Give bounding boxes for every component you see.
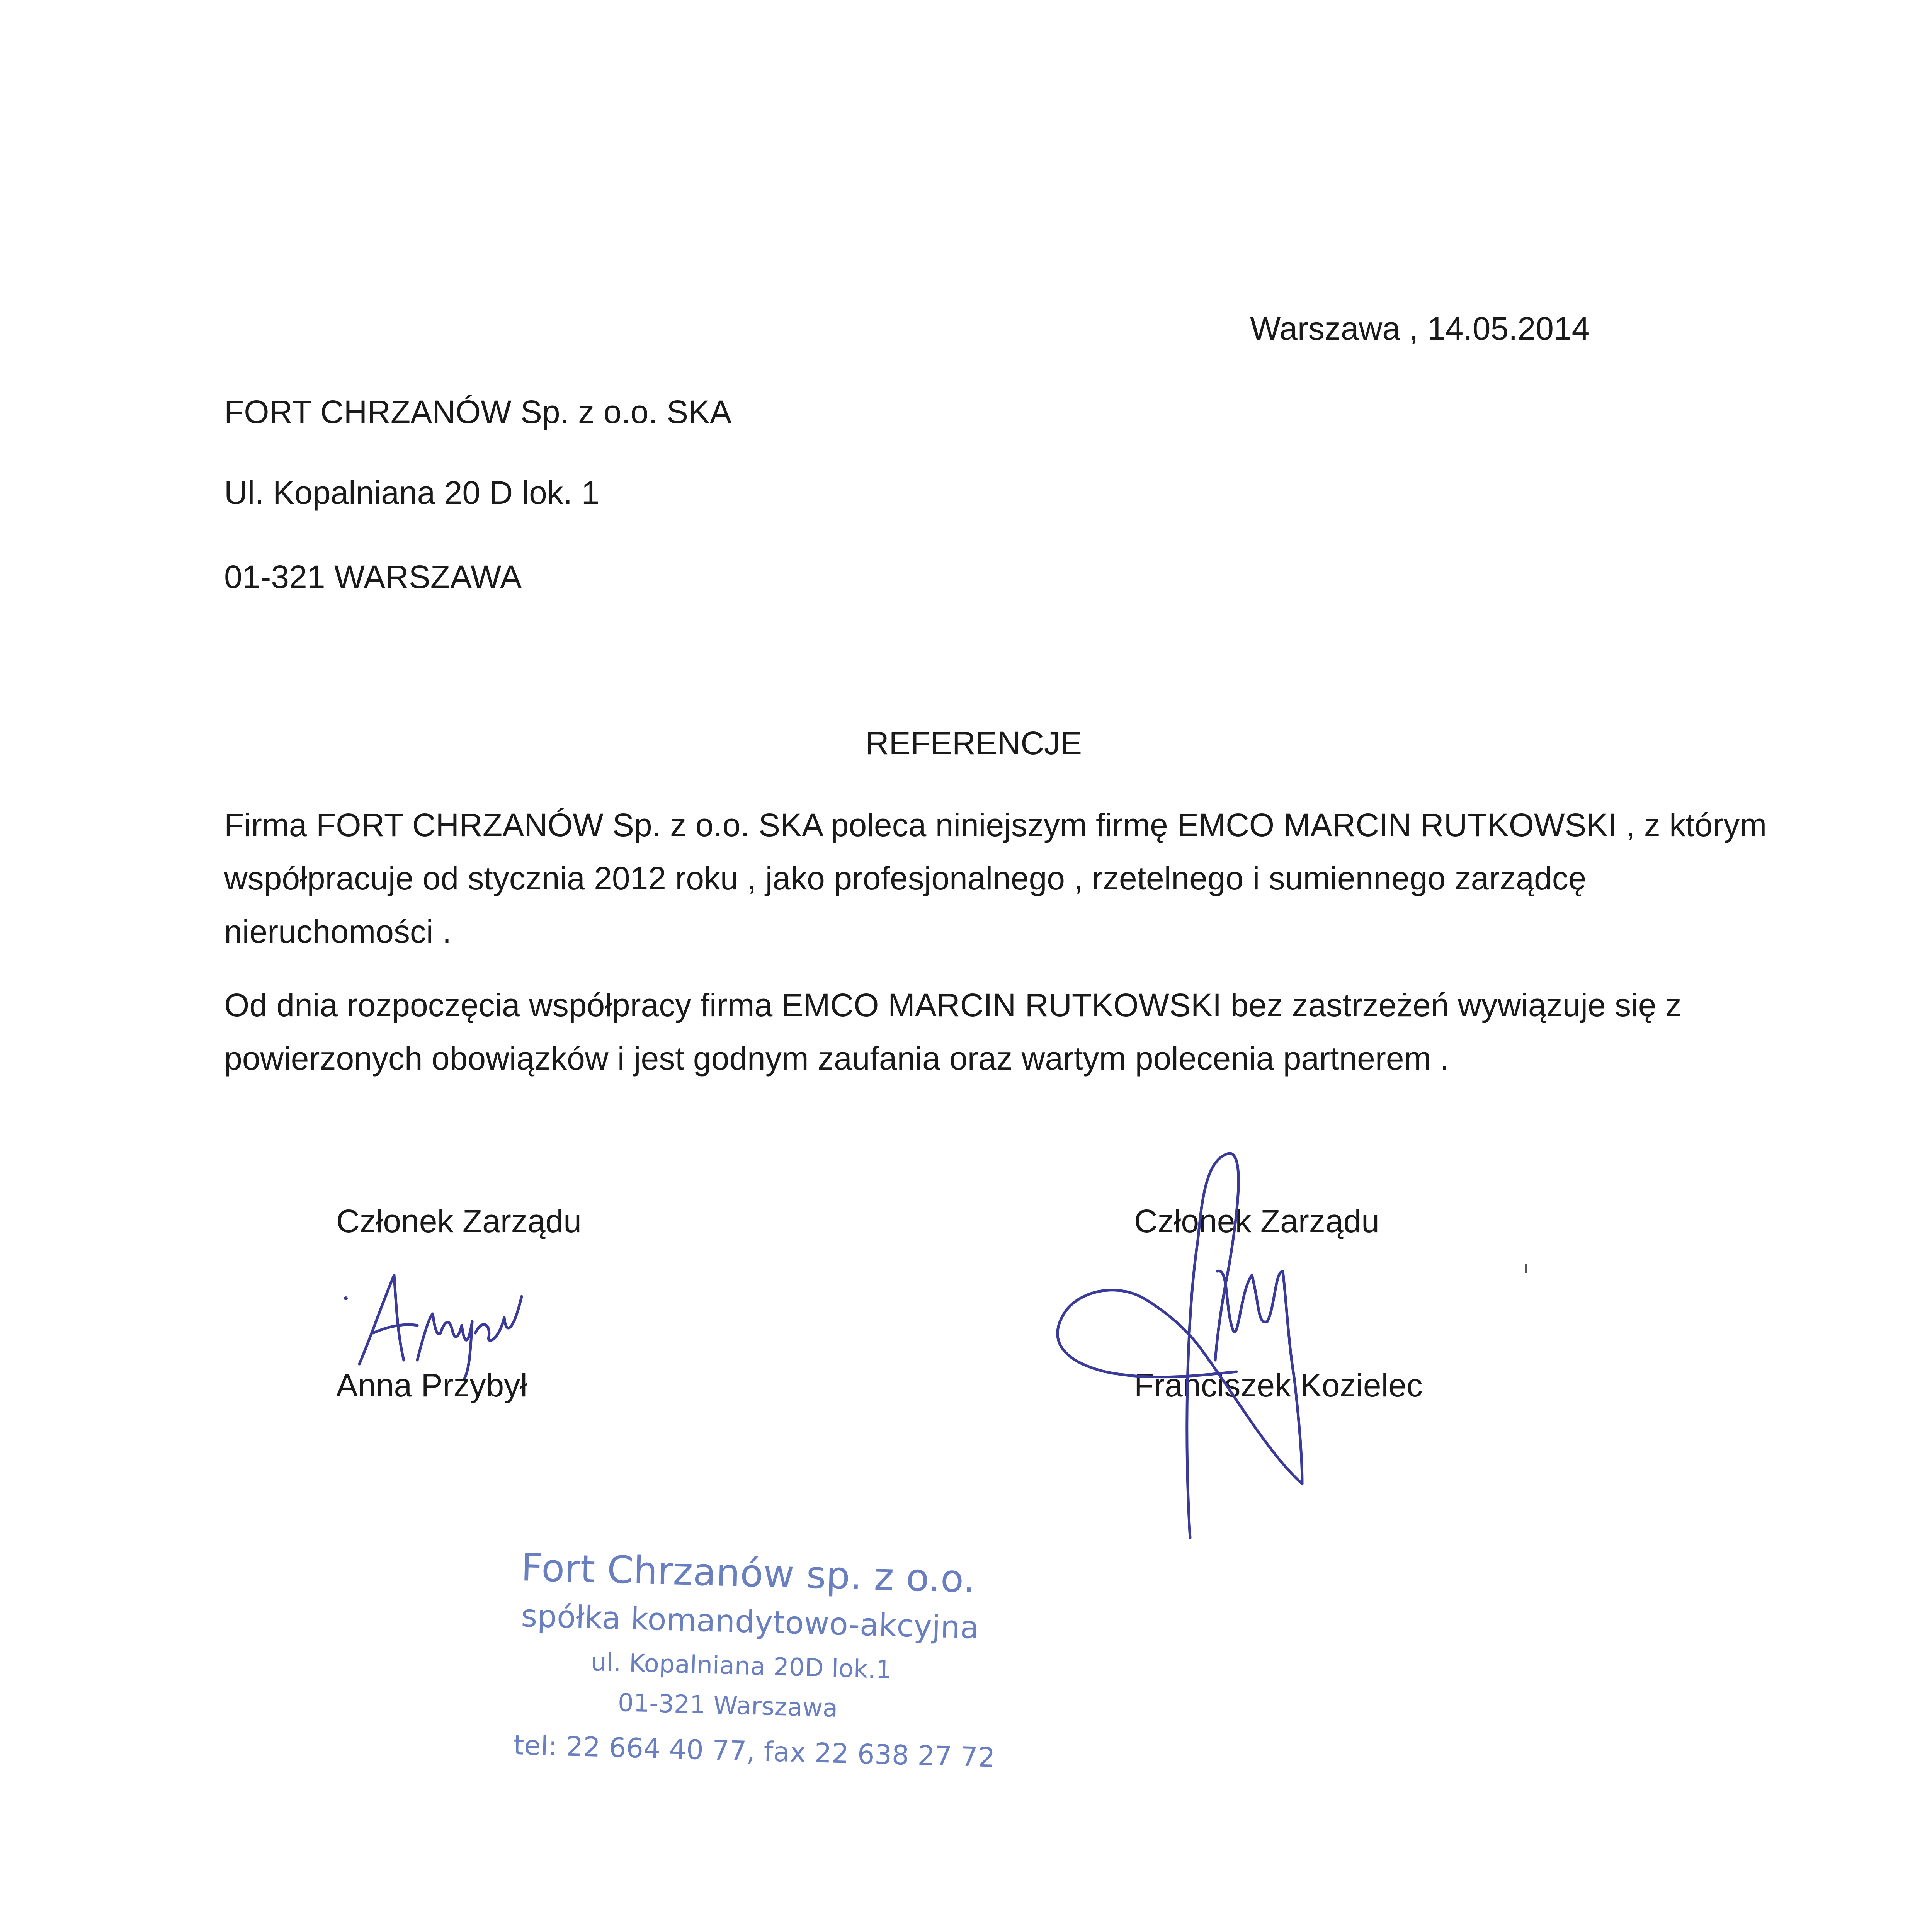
paragraph-1-line-1: Firma FORT CHRZANÓW Sp. z o.o. SKA poleca niniejszym firmę EMCO MARCIN RUTKOWSKI , z którym — [224, 807, 1767, 843]
signature-anna-przybyl — [336, 1260, 568, 1383]
scan-speck — [1522, 1264, 1530, 1279]
paragraph-2 — [224, 978, 1682, 1085]
signatory-1-role: Członek Zarządu — [336, 1203, 582, 1239]
recipient-street: Ul. Kopalniana 20 D lok. 1 — [224, 474, 600, 511]
stamp-line-5: tel: 22 664 40 77, fax 22 638 27 72 — [513, 1729, 996, 1774]
paragraph-1 — [224, 798, 1767, 958]
stamp-line-2: spółka komandytowo-akcyjna — [520, 1598, 980, 1646]
signature-franciszek-kozielec — [1036, 1144, 1345, 1542]
signatory-2-name: Franciszek Kozielec — [1134, 1367, 1423, 1403]
stamp-line-4: 01-321 Warszawa — [617, 1689, 838, 1723]
paragraph-2-line-2: powierzonych obowiązków i jest godnym zaufania oraz wartym polecenia partnerem . — [224, 1040, 1449, 1077]
paragraph-2-line-1: Od dnia rozpoczęcia współpracy firma EMCO MARCIN RUTKOWSKI bez zastrzeżeń wywiązuje się z — [224, 987, 1682, 1023]
recipient-city: 01-321 WARSZAWA — [224, 559, 522, 595]
letter-title: REFERENCJE — [866, 725, 1082, 761]
signatory-1-name: Anna Przybył — [336, 1367, 527, 1403]
company-stamp — [514, 1546, 1055, 1777]
stamp-line-3: ul. Kopalniana 20D lok.1 — [590, 1648, 892, 1685]
signatory-2-role: Członek Zarządu — [1134, 1203, 1379, 1239]
recipient-company: FORT CHRZANÓW Sp. z o.o. SKA — [224, 394, 732, 430]
paragraph-1-line-3: nieruchomości . — [224, 913, 452, 950]
date-line: Warszawa , 14.05.2014 — [1250, 310, 1590, 347]
paragraph-1-line-2: współpracuje od stycznia 2012 roku , jako profesjonalnego , rzetelnego i sumiennego zarządcę — [224, 860, 1587, 896]
stamp-line-1: Fort Chrzanów sp. z o.o. — [520, 1546, 976, 1602]
